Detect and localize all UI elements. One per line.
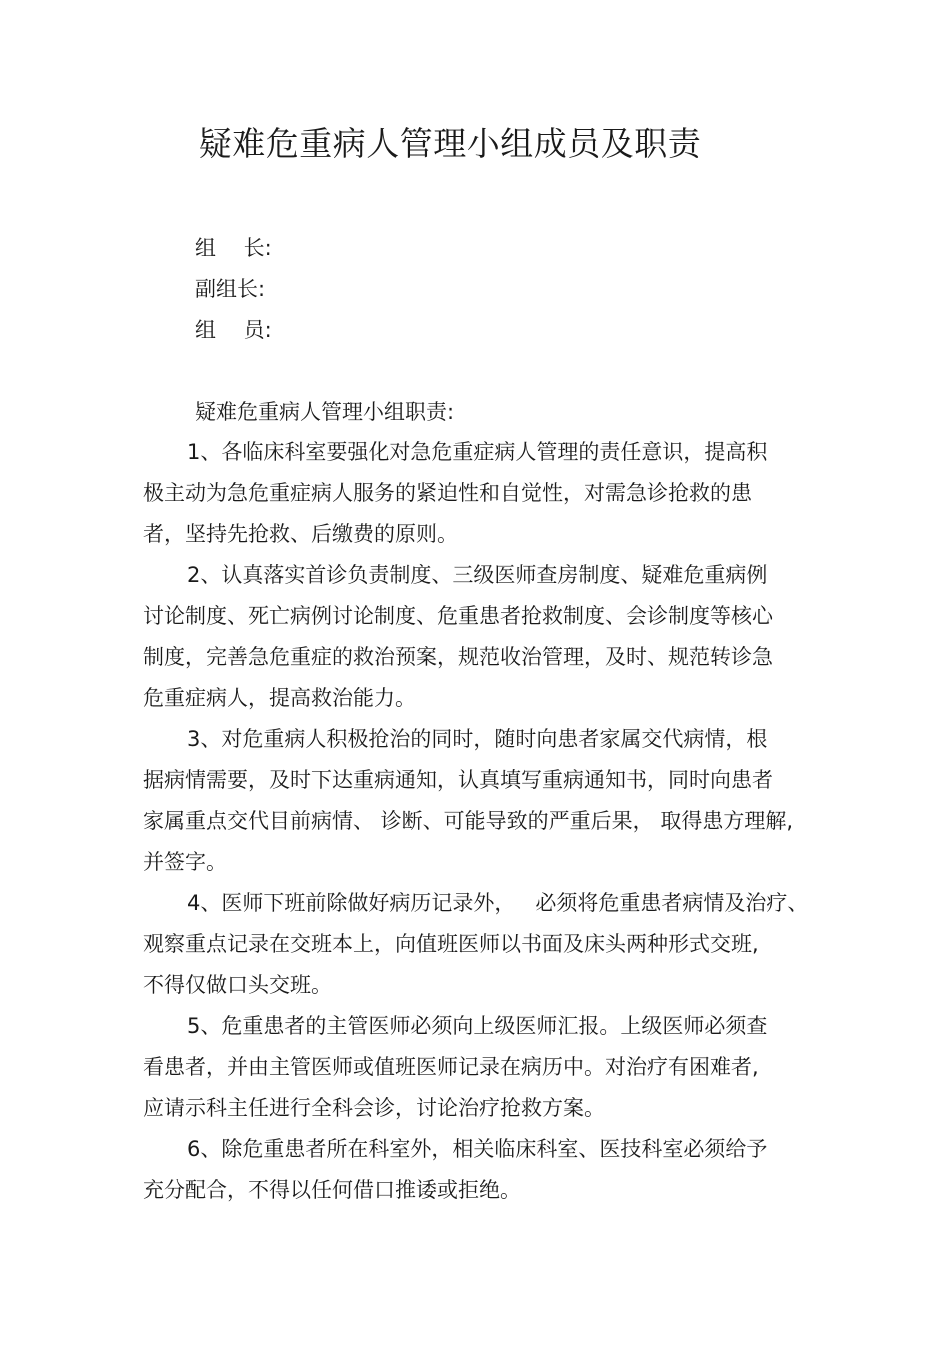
responsibility-line: 5、危重患者的主管医师必须向上级医师汇报。上级医师必须查 [187, 1014, 768, 1038]
responsibility-line: 不得仅做口头交班。 [143, 973, 332, 997]
responsibilities-heading: 疑难危重病人管理小组职责: [195, 400, 455, 424]
group-members-list [195, 228, 272, 351]
responsibility-line: 看患者，并由主管医师或值班医师记录在病历中。对治疗有困难者, [143, 1055, 759, 1079]
responsibility-line: 讨论制度、死亡病例讨论制度、危重患者抢救制度、会诊制度等核心 [143, 604, 773, 628]
document-title: 疑难危重病人管理小组成员及职责 [198, 124, 702, 163]
responsibility-line: 4、医师下班前除做好病历记录外， 必须将危重患者病情及治疗、 [187, 891, 809, 915]
responsibility-line: 1、各临床科室要强化对急危重症病人管理的责任意识，提高积 [187, 440, 768, 464]
responsibility-line: 2、认真落实首诊负责制度、三级医师查房制度、疑难危重病例 [187, 563, 768, 587]
responsibility-line: 制度，完善急危重症的救治预案，规范收治管理，及时、规范转诊急 [143, 645, 773, 669]
responsibility-line: 者，坚持先抢救、后缴费的原则。 [143, 522, 458, 546]
group-leader-label: 组 长: [195, 236, 272, 260]
responsibility-line: 极主动为急危重症病人服务的紧迫性和自觉性，对需急诊抢救的患 [143, 481, 752, 505]
responsibility-line: 6、除危重患者所在科室外，相关临床科室、医技科室必须给予 [187, 1137, 768, 1161]
responsibility-line: 3、对危重病人积极抢治的同时，随时向患者家属交代病情，根 [187, 727, 768, 751]
responsibility-line: 据病情需要，及时下达重病通知，认真填写重病通知书，同时向患者 [143, 768, 773, 792]
group-member-label: 组 员: [195, 318, 272, 342]
responsibility-line: 家属重点交代目前病情、 诊断、可能导致的严重后果， 取得患方理解, [143, 809, 794, 833]
responsibilities-body [143, 432, 813, 1211]
responsibility-line: 应请示科主任进行全科会诊，讨论治疗抢救方案。 [143, 1096, 605, 1120]
responsibility-line: 充分配合，不得以任何借口推诿或拒绝。 [143, 1178, 521, 1202]
responsibility-line: 危重症病人，提高救治能力。 [143, 686, 416, 710]
responsibility-line: 并签字。 [143, 850, 227, 874]
deputy-leader-label: 副组长: [195, 277, 266, 301]
responsibility-line: 观察重点记录在交班本上，向值班医师以书面及床头两种形式交班, [143, 932, 759, 956]
